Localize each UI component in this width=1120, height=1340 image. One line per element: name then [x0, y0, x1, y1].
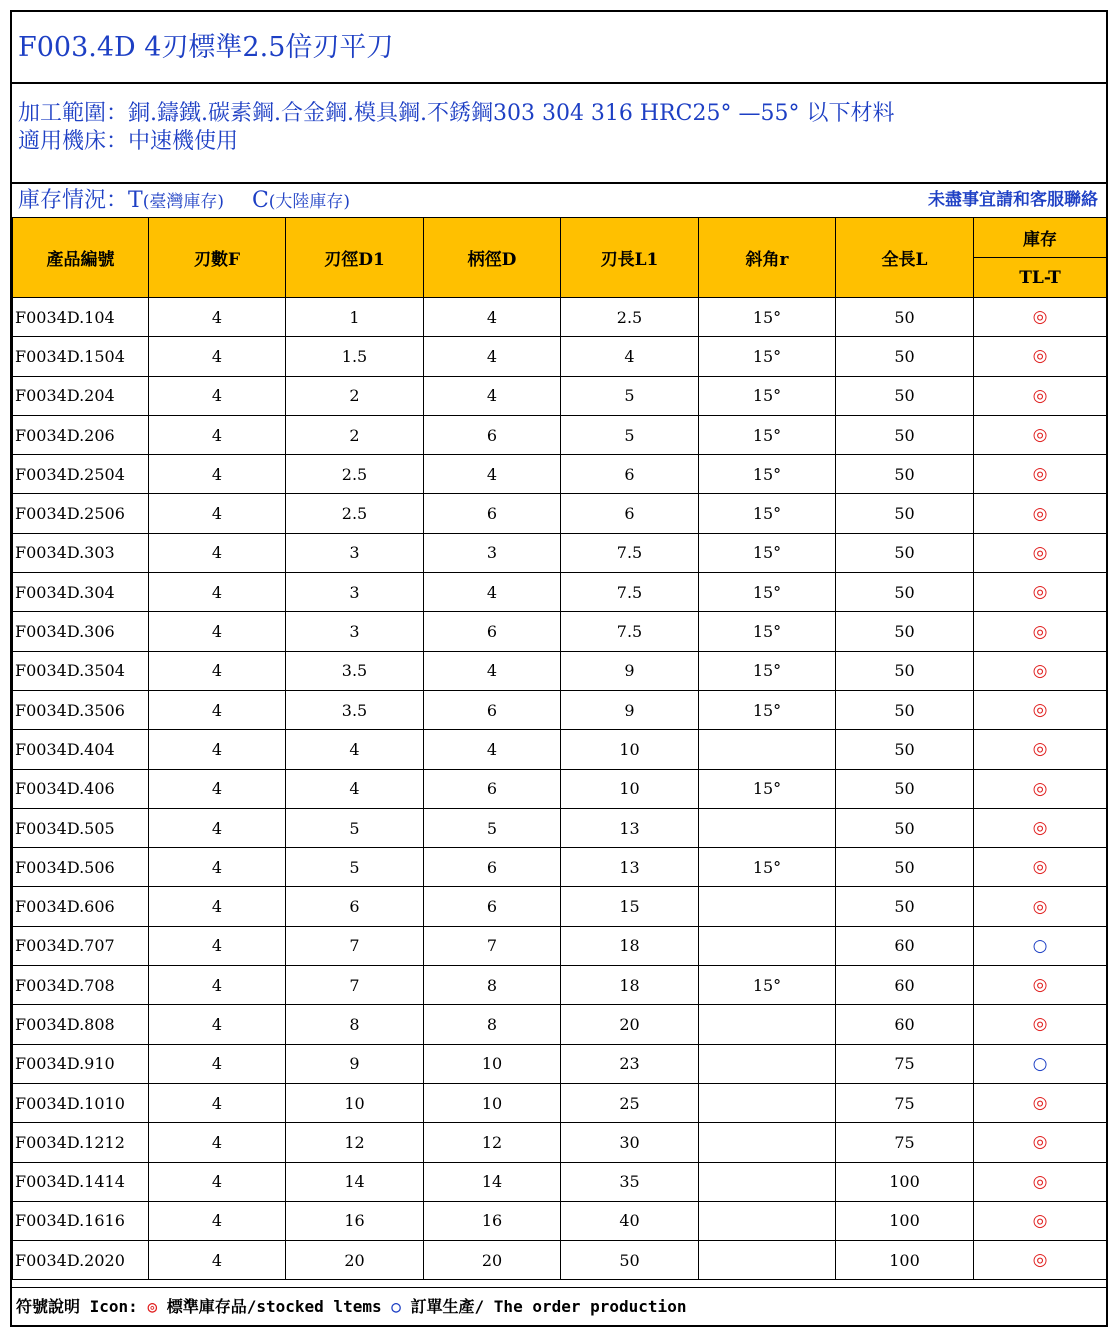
stock-mark-icon: ◎: [974, 376, 1107, 415]
symbol-legend: [12, 1287, 1106, 1325]
cutting-diameter-cell: 9: [286, 1044, 424, 1083]
flutes-cell: 4: [149, 730, 286, 769]
helix-angle-cell: 15°: [699, 455, 836, 494]
header-code: 產品編號: [13, 218, 149, 298]
stock-mark-icon: ◎: [974, 1201, 1107, 1240]
overall-length-cell: 50: [836, 337, 974, 376]
code-cell: F0034D.505: [13, 808, 149, 847]
cutting-diameter-cell: 4: [286, 730, 424, 769]
shank-diameter-cell: 8: [424, 966, 561, 1005]
stock-mark-icon: ◎: [974, 690, 1107, 729]
overall-length-cell: 100: [836, 1201, 974, 1240]
overall-length-cell: 50: [836, 690, 974, 729]
machining-range: 加工範圍：銅.鑄鐵.碳素鋼.合金鋼.模具鋼.不銹鋼303 304 316 HRC25° —55° 以下材料: [18, 101, 895, 126]
stock-mark-icon: ◎: [974, 455, 1107, 494]
helix-angle-cell: 15°: [699, 612, 836, 651]
header-helix-angle: 斜角r: [699, 218, 836, 298]
shank-diameter-cell: 4: [424, 455, 561, 494]
stock-legend: [18, 184, 350, 219]
overall-length-cell: 50: [836, 887, 974, 926]
flutes-cell: 4: [149, 455, 286, 494]
stock-mark-icon: ◎: [974, 848, 1107, 887]
stock-mark-icon: ◎: [974, 808, 1107, 847]
table-row: [13, 1044, 1107, 1083]
shank-diameter-cell: 6: [424, 848, 561, 887]
overall-length-cell: 75: [836, 1123, 974, 1162]
stock-c-desc: (大陸庫存): [268, 192, 351, 212]
stock-mark-icon: ◎: [974, 1162, 1107, 1201]
helix-angle-cell: 15°: [699, 690, 836, 729]
cutting-length-cell: 15: [561, 887, 699, 926]
overall-length-cell: 50: [836, 298, 974, 337]
code-cell: F0034D.303: [13, 533, 149, 572]
cutting-diameter-cell: 2: [286, 376, 424, 415]
product-rows: [13, 298, 1107, 1280]
shank-diameter-cell: 10: [424, 1083, 561, 1122]
cutting-length-cell: 18: [561, 966, 699, 1005]
header-overall-length: 全長L: [836, 218, 974, 298]
flutes-cell: 4: [149, 337, 286, 376]
code-cell: F0034D.1212: [13, 1123, 149, 1162]
shank-diameter-cell: 6: [424, 415, 561, 454]
header-shank-diameter: 柄徑D: [424, 218, 561, 298]
cutting-diameter-cell: 4: [286, 769, 424, 808]
helix-angle-cell: [699, 1201, 836, 1240]
legend-label: 符號說明 Icon:: [16, 1297, 138, 1316]
cutting-diameter-cell: 7: [286, 966, 424, 1005]
product-table: [12, 217, 1107, 1280]
stock-mark-icon: ◎: [974, 769, 1107, 808]
helix-angle-cell: [699, 1005, 836, 1044]
flutes-cell: 4: [149, 848, 286, 887]
cutting-diameter-cell: 5: [286, 808, 424, 847]
stock-mark-icon: ◎: [974, 730, 1107, 769]
code-cell: F0034D.708: [13, 966, 149, 1005]
stock-mark-icon: ◎: [974, 966, 1107, 1005]
table-row: [13, 376, 1107, 415]
table-row: [13, 455, 1107, 494]
legend-stock-text: 標準庫存品/stocked ltems: [166, 1297, 382, 1316]
shank-diameter-cell: 3: [424, 533, 561, 572]
stock-mark-icon: ◎: [974, 415, 1107, 454]
code-cell: F0034D.1414: [13, 1162, 149, 1201]
stock-mark-icon: ◎: [974, 337, 1107, 376]
cutting-length-cell: 7.5: [561, 533, 699, 572]
helix-angle-cell: 15°: [699, 494, 836, 533]
flutes-cell: 4: [149, 1044, 286, 1083]
flutes-cell: 4: [149, 298, 286, 337]
flutes-cell: 4: [149, 926, 286, 965]
shank-diameter-cell: 6: [424, 494, 561, 533]
cutting-diameter-cell: 5: [286, 848, 424, 887]
flutes-cell: 4: [149, 415, 286, 454]
shank-diameter-cell: 4: [424, 298, 561, 337]
stock-mark-icon: ◎: [974, 1005, 1107, 1044]
cutting-diameter-cell: 3.5: [286, 651, 424, 690]
stock-mark-icon: ◎: [974, 1241, 1107, 1280]
cutting-length-cell: 20: [561, 1005, 699, 1044]
order-item-icon: ○: [391, 1297, 401, 1316]
helix-angle-cell: [699, 730, 836, 769]
cutting-diameter-cell: 10: [286, 1083, 424, 1122]
flutes-cell: 4: [149, 573, 286, 612]
cutting-diameter-cell: 3: [286, 533, 424, 572]
table-row: [13, 1123, 1107, 1162]
overall-length-cell: 75: [836, 1044, 974, 1083]
flutes-cell: 4: [149, 1123, 286, 1162]
cutting-diameter-cell: 14: [286, 1162, 424, 1201]
overall-length-cell: 50: [836, 415, 974, 454]
shank-diameter-cell: 4: [424, 730, 561, 769]
code-cell: F0034D.3506: [13, 690, 149, 729]
table-row: [13, 573, 1107, 612]
shank-diameter-cell: 5: [424, 808, 561, 847]
code-cell: F0034D.406: [13, 769, 149, 808]
shank-diameter-cell: 4: [424, 376, 561, 415]
cutting-length-cell: 6: [561, 494, 699, 533]
helix-angle-cell: 15°: [699, 298, 836, 337]
table-row: [13, 926, 1107, 965]
flutes-cell: 4: [149, 1005, 286, 1044]
code-cell: F0034D.2504: [13, 455, 149, 494]
helix-angle-cell: [699, 1044, 836, 1083]
header-cutting-diameter: 刃徑D1: [286, 218, 424, 298]
table-row: [13, 494, 1107, 533]
applicable-machine: 適用機床：中速機使用: [18, 129, 239, 154]
table-row: [13, 690, 1107, 729]
helix-angle-cell: [699, 887, 836, 926]
overall-length-cell: 100: [836, 1241, 974, 1280]
stock-c-code: C: [251, 188, 269, 213]
table-row: [13, 769, 1107, 808]
table-row: [13, 848, 1107, 887]
code-cell: F0034D.2020: [13, 1241, 149, 1280]
code-cell: F0034D.707: [13, 926, 149, 965]
header-stock-sub: TL-T: [974, 258, 1107, 298]
table-row: [13, 651, 1107, 690]
table-row: [13, 533, 1107, 572]
helix-angle-cell: [699, 1083, 836, 1122]
table-row: [13, 887, 1107, 926]
shank-diameter-cell: 10: [424, 1044, 561, 1083]
helix-angle-cell: 15°: [699, 651, 836, 690]
overall-length-cell: 50: [836, 494, 974, 533]
stock-mark-icon: ◎: [974, 1083, 1107, 1122]
stock-t-desc: (臺灣庫存): [142, 192, 224, 212]
code-cell: F0034D.606: [13, 887, 149, 926]
stock-t-code: T: [128, 188, 143, 213]
cutting-diameter-cell: 2.5: [286, 455, 424, 494]
page-title: F003.4D 4刃標準2.5倍刃平刀: [12, 12, 1106, 84]
table-row: [13, 966, 1107, 1005]
cutting-length-cell: 5: [561, 415, 699, 454]
table-row: [13, 1083, 1107, 1122]
overall-length-cell: 50: [836, 848, 974, 887]
overall-length-cell: 50: [836, 612, 974, 651]
flutes-cell: 4: [149, 808, 286, 847]
flutes-cell: 4: [149, 1162, 286, 1201]
overall-length-cell: 50: [836, 533, 974, 572]
flutes-cell: 4: [149, 533, 286, 572]
table-row: [13, 1241, 1107, 1280]
flutes-cell: 4: [149, 376, 286, 415]
overall-length-cell: 60: [836, 1005, 974, 1044]
cutting-length-cell: 13: [561, 848, 699, 887]
cutting-diameter-cell: 2.5: [286, 494, 424, 533]
cutting-length-cell: 10: [561, 769, 699, 808]
cutting-diameter-cell: 1.5: [286, 337, 424, 376]
shank-diameter-cell: 6: [424, 887, 561, 926]
shank-diameter-cell: 12: [424, 1123, 561, 1162]
shank-diameter-cell: 16: [424, 1201, 561, 1240]
cutting-diameter-cell: 3: [286, 573, 424, 612]
cutting-length-cell: 23: [561, 1044, 699, 1083]
shank-diameter-cell: 6: [424, 612, 561, 651]
flutes-cell: 4: [149, 887, 286, 926]
cutting-length-cell: 9: [561, 651, 699, 690]
helix-angle-cell: 15°: [699, 337, 836, 376]
code-cell: F0034D.1010: [13, 1083, 149, 1122]
helix-angle-cell: 15°: [699, 848, 836, 887]
helix-angle-cell: 15°: [699, 769, 836, 808]
catalog-sheet: [10, 10, 1108, 1327]
stock-mark-icon: ◎: [974, 573, 1107, 612]
cutting-diameter-cell: 7: [286, 926, 424, 965]
helix-angle-cell: [699, 808, 836, 847]
table-row: [13, 1005, 1107, 1044]
table-row: [13, 808, 1107, 847]
cutting-length-cell: 25: [561, 1083, 699, 1122]
overall-length-cell: 100: [836, 1162, 974, 1201]
code-cell: F0034D.1504: [13, 337, 149, 376]
table-row: [13, 1201, 1107, 1240]
overall-length-cell: 60: [836, 926, 974, 965]
shank-diameter-cell: 4: [424, 337, 561, 376]
table-row: [13, 612, 1107, 651]
header-cutting-length: 刃長L1: [561, 218, 699, 298]
cutting-diameter-cell: 12: [286, 1123, 424, 1162]
cutting-length-cell: 2.5: [561, 298, 699, 337]
overall-length-cell: 75: [836, 1083, 974, 1122]
stock-mark-icon: ○: [974, 926, 1107, 965]
overall-length-cell: 50: [836, 808, 974, 847]
code-cell: F0034D.1616: [13, 1201, 149, 1240]
stock-mark-icon: ◎: [974, 533, 1107, 572]
stock-mark-icon: ◎: [974, 1123, 1107, 1162]
cutting-diameter-cell: 2: [286, 415, 424, 454]
cutting-length-cell: 35: [561, 1162, 699, 1201]
code-cell: F0034D.104: [13, 298, 149, 337]
cutting-diameter-cell: 8: [286, 1005, 424, 1044]
overall-length-cell: 60: [836, 966, 974, 1005]
cutting-diameter-cell: 3: [286, 612, 424, 651]
cutting-length-cell: 18: [561, 926, 699, 965]
cutting-length-cell: 30: [561, 1123, 699, 1162]
code-cell: F0034D.3504: [13, 651, 149, 690]
helix-angle-cell: 15°: [699, 573, 836, 612]
code-cell: F0034D.808: [13, 1005, 149, 1044]
flutes-cell: 4: [149, 769, 286, 808]
helix-angle-cell: [699, 1123, 836, 1162]
helix-angle-cell: [699, 1241, 836, 1280]
overall-length-cell: 50: [836, 455, 974, 494]
flutes-cell: 4: [149, 612, 286, 651]
cutting-length-cell: 6: [561, 455, 699, 494]
code-cell: F0034D.306: [13, 612, 149, 651]
cutting-length-cell: 7.5: [561, 573, 699, 612]
code-cell: F0034D.506: [13, 848, 149, 887]
flutes-cell: 4: [149, 1083, 286, 1122]
header-stock: 庫存: [974, 218, 1107, 258]
flutes-cell: 4: [149, 1201, 286, 1240]
code-cell: F0034D.206: [13, 415, 149, 454]
helix-angle-cell: [699, 926, 836, 965]
shank-diameter-cell: 14: [424, 1162, 561, 1201]
shank-diameter-cell: 8: [424, 1005, 561, 1044]
helix-angle-cell: 15°: [699, 966, 836, 1005]
cutting-length-cell: 5: [561, 376, 699, 415]
code-cell: F0034D.404: [13, 730, 149, 769]
stock-mark-icon: ◎: [974, 298, 1107, 337]
cutting-length-cell: 4: [561, 337, 699, 376]
overall-length-cell: 50: [836, 730, 974, 769]
flutes-cell: 4: [149, 966, 286, 1005]
code-cell: F0034D.2506: [13, 494, 149, 533]
overall-length-cell: 50: [836, 376, 974, 415]
cutting-length-cell: 10: [561, 730, 699, 769]
shank-diameter-cell: 20: [424, 1241, 561, 1280]
cutting-length-cell: 50: [561, 1241, 699, 1280]
shank-diameter-cell: 4: [424, 573, 561, 612]
helix-angle-cell: [699, 1162, 836, 1201]
helix-angle-cell: 15°: [699, 376, 836, 415]
cutting-length-cell: 13: [561, 808, 699, 847]
stock-mark-icon: ◎: [974, 494, 1107, 533]
cutting-diameter-cell: 1: [286, 298, 424, 337]
shank-diameter-cell: 6: [424, 690, 561, 729]
stock-mark-icon: ◎: [974, 887, 1107, 926]
stock-mark-icon: ○: [974, 1044, 1107, 1083]
overall-length-cell: 50: [836, 769, 974, 808]
cutting-diameter-cell: 6: [286, 887, 424, 926]
contact-note: 未盡事宜請和客服聯絡: [928, 190, 1098, 210]
cutting-diameter-cell: 20: [286, 1241, 424, 1280]
overall-length-cell: 50: [836, 651, 974, 690]
code-cell: F0034D.304: [13, 573, 149, 612]
code-cell: F0034D.204: [13, 376, 149, 415]
helix-angle-cell: 15°: [699, 415, 836, 454]
cutting-diameter-cell: 16: [286, 1201, 424, 1240]
shank-diameter-cell: 4: [424, 651, 561, 690]
cutting-length-cell: 40: [561, 1201, 699, 1240]
legend-order-text: 訂單生產/ The order production: [410, 1297, 687, 1316]
stock-label: 庫存情況：: [18, 188, 129, 213]
flutes-cell: 4: [149, 651, 286, 690]
flutes-cell: 4: [149, 690, 286, 729]
table-row: [13, 1162, 1107, 1201]
application-scope: [12, 84, 1106, 184]
table-row: [13, 298, 1107, 337]
cutting-length-cell: 7.5: [561, 612, 699, 651]
stock-mark-icon: ◎: [974, 651, 1107, 690]
code-cell: F0034D.910: [13, 1044, 149, 1083]
stock-info-bar: [12, 184, 1106, 217]
helix-angle-cell: 15°: [699, 533, 836, 572]
cutting-diameter-cell: 3.5: [286, 690, 424, 729]
flutes-cell: 4: [149, 1241, 286, 1280]
table-row: [13, 337, 1107, 376]
overall-length-cell: 50: [836, 573, 974, 612]
stock-item-icon: ◎: [147, 1297, 158, 1316]
table-row: [13, 415, 1107, 454]
cutting-length-cell: 9: [561, 690, 699, 729]
stock-mark-icon: ◎: [974, 612, 1107, 651]
shank-diameter-cell: 7: [424, 926, 561, 965]
shank-diameter-cell: 6: [424, 769, 561, 808]
flutes-cell: 4: [149, 494, 286, 533]
table-row: [13, 730, 1107, 769]
header-flutes: 刃數F: [149, 218, 286, 298]
